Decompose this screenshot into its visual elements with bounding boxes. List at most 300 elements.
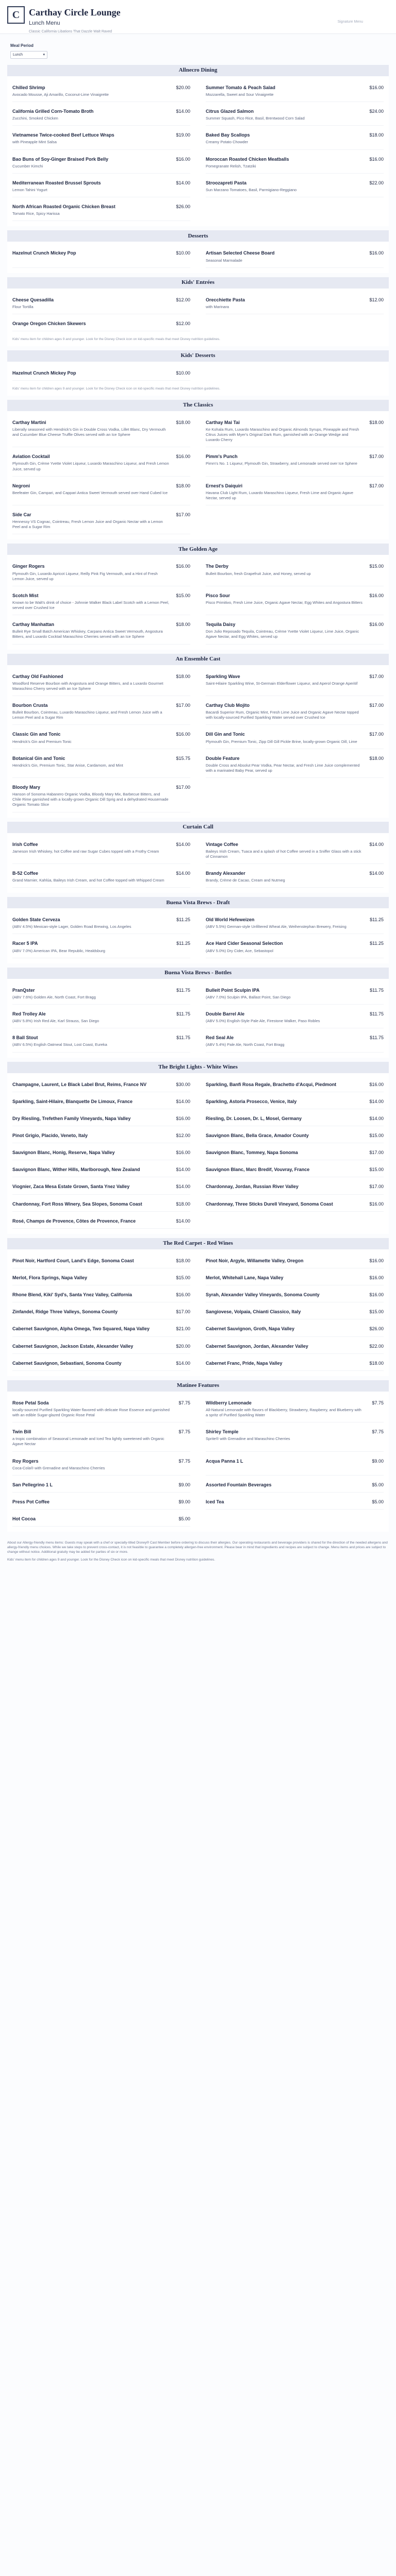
- logo-letter: C: [12, 9, 20, 21]
- menu-item-name: Cabernet Sauvignon, Jordan, Alexander Valley: [206, 1343, 308, 1349]
- menu-item-price: $16.00: [369, 1201, 384, 1207]
- menu-item-price: $10.00: [176, 250, 190, 256]
- menu-item-name: Sauvignon Blanc, Bella Grace, Amador County: [206, 1132, 309, 1138]
- menu-item-header: [12, 940, 190, 946]
- menu-item-header: [206, 1429, 384, 1435]
- menu-item: [12, 197, 190, 221]
- menu-item-name: The Derby: [206, 564, 229, 569]
- menu-item: [12, 1319, 190, 1336]
- menu-item-name: Bao Buns of Soy-Ginger Braised Pork Belly: [12, 156, 109, 162]
- menu-item-description: Plymouth Gin, Crème Yvette Violet Liqueur, Luxardo Maraschino Liqueur, and Fresh Lemon Juice, served up: [12, 461, 169, 471]
- menu-item-header: [12, 320, 190, 327]
- menu-item-name: Assorted Fountain Beverages: [206, 1482, 272, 1487]
- menu-item-price: $14.00: [176, 1098, 190, 1104]
- menu-item-price: $16.00: [176, 1292, 190, 1298]
- menu-item-header: [206, 870, 384, 876]
- menu-item: [206, 78, 384, 102]
- menu-item: [12, 477, 190, 505]
- menu-item: [12, 413, 190, 448]
- menu-item-header: [206, 84, 384, 91]
- menu-item-price: $11.25: [370, 941, 384, 946]
- menu-item-header: [206, 1115, 384, 1122]
- menu-item-price: $7.75: [178, 1458, 190, 1464]
- menu-item-price: $19.00: [176, 132, 190, 138]
- chevron-down-icon: ▾: [43, 53, 45, 57]
- menu-item-name: Artisan Selected Cheese Board: [206, 250, 275, 256]
- menu-item: [206, 1354, 384, 1371]
- menu-item-description: Hendrick's Gin and Premium Tonic: [12, 739, 72, 744]
- menu-item-price: $10.00: [176, 370, 190, 376]
- menu-item-name: PranQster: [12, 987, 35, 993]
- menu-item: [206, 1109, 384, 1126]
- menu-item-price: $5.00: [372, 1482, 384, 1487]
- menu-item-description: Seasonal Marmalade: [206, 258, 242, 263]
- meal-period-select[interactable]: [10, 51, 47, 59]
- menu-item-description: a tropic combination of Seasonal Lemonade and Iced Tea lightly sweetened with Organic Agave Nectar: [12, 1436, 164, 1447]
- menu-item-name: Carthay Martini: [12, 419, 46, 425]
- menu-item: [206, 725, 384, 749]
- menu-item-header: [206, 1499, 384, 1505]
- menu-item-price: $21.00: [176, 1326, 190, 1332]
- menu-item: [206, 1075, 384, 1092]
- menu-item-description: (ABV 4.5%) Mexican-style Lager, Golden Road Brewing, Los Angeles: [12, 924, 131, 929]
- menu-item-name: Rosé, Champs de Provence, Côtes de Provence, France: [12, 1218, 136, 1224]
- section-heading: The Red Carpet - Red Wines: [7, 1238, 389, 1249]
- menu-item-price: $11.25: [176, 941, 190, 946]
- menu-item-header: [12, 1035, 190, 1041]
- menu-item: [206, 477, 384, 505]
- menu-item-price: $18.00: [176, 483, 190, 488]
- menu-item-price: $18.00: [369, 1360, 384, 1366]
- menu-item-header: [12, 483, 190, 489]
- menu-item: [12, 981, 190, 1005]
- menu-item: [12, 1126, 190, 1143]
- section-heading: Kids' Entrées: [7, 277, 389, 289]
- section-heading: Buena Vista Brews - Bottles: [7, 968, 389, 979]
- menu-item-header: [206, 940, 384, 946]
- menu-item-name: Sauvignon Blanc, Wither Hills, Marlborough, New Zealand: [12, 1167, 140, 1173]
- section-items: [7, 76, 389, 227]
- section-heading: An Ensemble Cast: [7, 654, 389, 665]
- menu-item: [12, 1422, 190, 1451]
- menu-item-description: locally-sourced Purified Sparkling Water flavored with delicate Rose Essence and garnished with an edible Sugar-glazed Organic Rose Petal: [12, 1407, 170, 1418]
- menu-item-name: Negroni: [12, 483, 30, 488]
- menu-item-price: $17.00: [176, 702, 190, 708]
- menu-item-name: Viognier, Zaca Mesa Estate Grown, Santa Ynez Valley: [12, 1184, 130, 1190]
- menu-item-header: [206, 1482, 384, 1488]
- menu-item-price: $14.00: [176, 1360, 190, 1366]
- menu-item-price: $11.25: [176, 917, 190, 923]
- menu-item-description: Hendrick's Gin, Premium Tonic, Star Anise, Cardamom, and Mint: [12, 762, 123, 768]
- menu-item-price: $16.00: [369, 156, 384, 162]
- menu-item-header: [12, 1098, 190, 1105]
- menu-item-description: Bulleit Bourbon, Cointreau, Luxardo Maraschino Liqueur, and Fresh Lemon Juice with a Lemon Peel and a Sugar Rim: [12, 710, 162, 720]
- menu-item: [206, 1493, 384, 1510]
- restaurant-logo[interactable]: [7, 6, 25, 24]
- menu-item: [12, 1394, 190, 1422]
- menu-item-header: [206, 419, 384, 426]
- menu-item-header: [12, 1326, 190, 1332]
- menu-item-name: B-52 Coffee: [12, 870, 39, 876]
- menu-item-price: $11.75: [370, 1035, 384, 1041]
- menu-item-header: [206, 702, 384, 708]
- menu-item-description: (ABV 7.0%) Sculpin IPA, Ballast Point, San Diego: [206, 994, 291, 999]
- menu-item-price: $22.00: [369, 180, 384, 185]
- menu-item: [206, 150, 384, 174]
- menu-item-name: Sauvignon Blanc, Tommey, Napa Sonoma: [206, 1150, 298, 1156]
- menu-item-price: $16.00: [369, 84, 384, 90]
- menu-item: [12, 505, 190, 534]
- menu-item-header: [206, 1309, 384, 1315]
- menu-item-name: Chilled Shrimp: [12, 84, 45, 90]
- menu-item-description: Grand Marnier, Kahlúa, Baileys Irish Cream, and hot Coffee topped with Whipped Cream: [12, 878, 164, 883]
- menu-item-header: [206, 563, 384, 569]
- menu-item-header: [206, 1081, 384, 1088]
- menu-item: [12, 1109, 190, 1126]
- menu-item-description: (ABV 5.5%) German-style Unfiltered Wheat Ale, Weihenstephan Brewery, Freising: [206, 924, 346, 929]
- menu-item: [206, 981, 384, 1005]
- menu-item-header: [12, 1360, 190, 1366]
- menu-item: [206, 749, 384, 778]
- menu-item: [12, 1268, 190, 1285]
- menu-item-description: Bulleit Rye Small Batch American Whiskey, Carpano Antica Sweet Vermouth, Angostura Bitters, and Luxardo Cocktail Maraschino Cherries served with an Ice Sphere: [12, 629, 163, 639]
- menu-item-price: $15.00: [176, 1275, 190, 1280]
- menu-item-header: [206, 1098, 384, 1105]
- menu-item: [206, 557, 384, 586]
- menu-item: [206, 864, 384, 888]
- menu-item: [206, 102, 384, 126]
- menu-item-price: $11.75: [176, 1035, 190, 1041]
- menu-item-header: [12, 592, 190, 599]
- menu-item: [206, 1394, 384, 1422]
- menu-item-header: [12, 297, 190, 303]
- menu-item-header: [206, 592, 384, 599]
- menu-item: [12, 615, 190, 644]
- menu-item-header: [206, 1458, 384, 1464]
- menu-item-header: [206, 297, 384, 303]
- menu-item-name: Dill Gin and Tonic: [206, 732, 245, 737]
- menu-item-name: Cabernet Sauvignon, Sebastiani, Sonoma County: [12, 1360, 122, 1366]
- menu-item: [206, 586, 384, 615]
- menu-item-name: Tequila Daisy: [206, 622, 236, 628]
- menu-item-description: Double Cross and Absolut Pear Vodka, Pear Nectar, and Fresh Lime Juice complemented with a marinated Baby Pear, served up: [206, 762, 360, 773]
- menu-item: [206, 1337, 384, 1354]
- menu-item: [12, 934, 190, 958]
- menu-item: [12, 667, 190, 696]
- menu-item-price: $16.00: [176, 156, 190, 162]
- menu-item-name: Hot Cocoa: [12, 1516, 36, 1522]
- menu-item-description: All-Natural Lemonade with flavors of Blackberry, Strawberry, Raspberry, and Blueberry with a spritz of Purified Sparkling Water: [206, 1407, 361, 1418]
- menu-item-price: $16.00: [369, 250, 384, 256]
- menu-item: [12, 78, 190, 102]
- menu-item-description: Cucumber Kimchi: [12, 163, 43, 168]
- menu-item-name: Hazelnut Crunch Mickey Pop: [12, 250, 76, 256]
- menu-item-description: Pomegranate Relish, Tzatziki: [206, 163, 256, 168]
- menu-item: [12, 1302, 190, 1319]
- menu-item-header: [206, 621, 384, 628]
- menu-item: [206, 1005, 384, 1028]
- menu-item-price: $17.00: [176, 785, 190, 790]
- menu-item-name: Carthay Old Fashioned: [12, 673, 63, 679]
- menu-item-name: Aviation Cocktail: [12, 454, 50, 460]
- menu-item: [12, 586, 190, 615]
- menu-item-description: Sun Marzano Tomatoes, Basil, Parmigiano-Reggiano: [206, 188, 297, 192]
- menu-item-price: $5.00: [372, 1499, 384, 1504]
- menu-item: [206, 1126, 384, 1143]
- menu-item-header: [12, 917, 190, 923]
- menu-item-name: Wildberry Lemonade: [206, 1400, 252, 1405]
- menu-item-price: $16.00: [369, 1081, 384, 1087]
- menu-item-name: San Pellegrino 1 L: [12, 1482, 53, 1487]
- menu-item-description: Avocado Mousse, Aji Amarillo, Coconut-Lime Vinaigrette: [12, 92, 109, 97]
- menu-item-name: Zinfandel, Ridge Three Valleys, Sonoma County: [12, 1309, 118, 1315]
- menu-item-name: Vietnamese Twice-cooked Beef Lettuce Wraps: [12, 132, 114, 138]
- section-items: [7, 908, 389, 963]
- menu-item: [12, 1452, 190, 1476]
- menu-item-name: Pinot Noir, Argyle, Willamette Valley, Oregon: [206, 1258, 304, 1263]
- menu-item-price: $7.75: [372, 1400, 384, 1405]
- menu-item-price: $17.00: [369, 732, 384, 737]
- section-heading: Allnecro Dining: [7, 65, 389, 76]
- menu-item-name: Carthay Mai Tai: [206, 419, 240, 425]
- menu-item-price: $14.00: [369, 870, 384, 876]
- menu-item: [206, 1251, 384, 1268]
- menu-item-price: $12.00: [176, 1132, 190, 1138]
- menu-item-description: Bacardi Superior Rum, Organic Mint, Fresh Lime Juice and Organic Agave Nectar topped with locally-sourced Purified Sparkling Water served over Crushed Ice: [206, 710, 359, 720]
- menu-item-header: [12, 1516, 190, 1522]
- menu-item-description: Hennessy VS Cognac, Cointreau, Fresh Lemon Juice and Organic Nectar with a Lemon Peel and a Sugar Rim: [12, 519, 163, 530]
- footer-text: About our Allergy-friendly menu items: Guests may speak with a chef or specially-titled Disney® Cast Member before ordering to discuss their allergies. Our operating restaurants and beverage providers is shared for the direction of the needed allergens and allergy-friendly menu choices. While we take steps to prevent cross-contact, it is not feasible to guarantee a completely allergen-free environment. Please bear in mind that ingredients and recipes are subject to change. Menu items and prices are subject to change without notice. Additional gratuity may be added for parties of six or more.: [7, 1541, 388, 1554]
- menu-item-header: [206, 731, 384, 737]
- menu-item-header: [12, 180, 190, 186]
- menu-item-name: Dry Riesling, Trefethen Family Vineyards, Napa Valley: [12, 1115, 131, 1121]
- menu-item-name: Scotch Mist: [12, 592, 39, 598]
- menu-item-header: [12, 1081, 190, 1088]
- menu-item-name: Orange Oregon Chicken Skewers: [12, 320, 86, 326]
- menu-item-name: Chardonnay, Jordan, Russian River Valley: [206, 1184, 299, 1190]
- section-heading: Kids' Desserts: [7, 350, 389, 362]
- menu-item-header: [206, 1035, 384, 1041]
- menu-item-name: Carthay Club Mojito: [206, 702, 250, 708]
- menu-item-price: $7.75: [178, 1400, 190, 1405]
- menu-item-name: 8 Ball Stout: [12, 1035, 38, 1041]
- section-items: [7, 555, 389, 649]
- menu-item: [12, 1195, 190, 1212]
- menu-item-header: [206, 1258, 384, 1264]
- menu-item-price: $17.00: [176, 1309, 190, 1315]
- menu-item-price: $18.00: [369, 419, 384, 425]
- menu-item-header: [206, 1149, 384, 1156]
- menu-item: [206, 696, 384, 725]
- menu-item-name: Pinot Noir, Hartford Court, Land's Edge, Sonoma Coast: [12, 1258, 134, 1263]
- menu-item: [206, 1452, 384, 1476]
- menu-item-price: $16.00: [176, 732, 190, 737]
- menu-item: [12, 1476, 190, 1493]
- menu-item: [206, 291, 384, 314]
- menu-item: [12, 244, 190, 267]
- menu-item-header: [206, 1400, 384, 1406]
- section-heading: The Golden Age: [7, 544, 389, 555]
- menu-item-header: [12, 673, 190, 680]
- menu-item-description: Ke Kohala Rum, Luxardo Maraschino and Organic Almonds Syrups, Pineapple and Fresh Citrus Juices with Myer's Original Dark Rum, garnished with an Orange Wedge and Luxardo Cherry: [206, 427, 359, 443]
- menu-item-price: $14.00: [369, 1115, 384, 1121]
- menu-item-description: (ABV 5.0%) English-Style Pale Ale, Firestone Walker, Paso Robles: [206, 1019, 320, 1024]
- menu-item: [12, 364, 190, 381]
- menu-item-name: Sparkling, Banfi Rosa Regale, Brachetto d'Acqui, Piedmont: [206, 1081, 337, 1087]
- menu-item-price: $12.00: [176, 320, 190, 326]
- menu-item: [206, 667, 384, 696]
- menu-item: [12, 557, 190, 586]
- section-items: [7, 1249, 389, 1376]
- menu-item: [12, 150, 190, 174]
- menu-item: [206, 1285, 384, 1302]
- menu-item: [12, 778, 190, 812]
- menu-item-header: [12, 1183, 190, 1190]
- menu-item-header: [12, 250, 190, 256]
- menu-item-description: Pisco Primitivo, Fresh Lime Juice, Organic Agave Nectar, Egg Whites and Angostura Bitters: [206, 600, 362, 605]
- menu-item-price: $18.00: [369, 132, 384, 138]
- menu-item-description: (ABV 7.0%) American IPA, Bear Republic, Healdsburg: [12, 948, 105, 953]
- menu-item-name: Merlot, Flora Springs, Napa Valley: [12, 1275, 88, 1280]
- menu-item: [12, 291, 190, 314]
- menu-item-description: Bulleit Bourbon, fresh Grapefruit Juice, and Honey, served up: [206, 571, 311, 576]
- menu-item-header: [206, 1183, 384, 1190]
- menu-item: [206, 1476, 384, 1493]
- menu-item-price: $15.00: [369, 1132, 384, 1138]
- menu-item-header: [206, 841, 384, 848]
- menu-item-header: [12, 1258, 190, 1264]
- menu-item-header: [206, 1360, 384, 1366]
- menu-item-price: $14.00: [369, 1098, 384, 1104]
- menu-item-header: [12, 132, 190, 138]
- menu-item-name: Summer Tomato & Peach Salad: [206, 84, 275, 90]
- menu-item-price: $16.00: [176, 1150, 190, 1156]
- menu-item-header: [206, 1201, 384, 1207]
- menu-item-name: Bourbon Crusta: [12, 702, 48, 708]
- menu-item-price: $14.00: [176, 1184, 190, 1190]
- menu-item-header: [12, 731, 190, 737]
- menu-item-name: Pinot Grigio, Placido, Veneto, Italy: [12, 1132, 88, 1138]
- menu-item-header: [206, 755, 384, 761]
- menu-item-price: $14.00: [176, 1167, 190, 1173]
- title-block: [29, 6, 121, 35]
- menu-item-name: Cheese Quesadilla: [12, 297, 54, 302]
- menu-item-header: [12, 156, 190, 162]
- menu-item-name: Roy Rogers: [12, 1458, 39, 1464]
- section-items: [7, 289, 389, 336]
- menu-item-header: [12, 1292, 190, 1298]
- menu-item-price: $20.00: [176, 1343, 190, 1349]
- menu-item-name: Chardonnay, Fort Ross Winery, Sea Slopes, Sonoma Coast: [12, 1201, 142, 1207]
- menu-item: [206, 615, 384, 644]
- menu-item-price: $26.00: [369, 1326, 384, 1332]
- menu-item-header: [12, 1458, 190, 1464]
- menu-item-price: $14.00: [176, 1218, 190, 1224]
- menu-item-header: [206, 1132, 384, 1139]
- menu-item: [12, 102, 190, 126]
- menu-item-header: [12, 1275, 190, 1281]
- menu-item: [206, 1177, 384, 1194]
- menu-item-price: $5.00: [178, 1516, 190, 1522]
- menu-item-name: Vintage Coffee: [206, 841, 238, 847]
- menu-item-description: (ABV 6.5%) English Oatmeal Stout, Lost Coast, Eureka: [12, 1042, 107, 1047]
- menu-item-price: $18.00: [369, 755, 384, 761]
- menu-item-name: Iced Tea: [206, 1499, 224, 1504]
- menu-item-name: California Grilled Corn-Tomato Broth: [12, 109, 94, 114]
- signature-menu-link[interactable]: Signature Menu: [337, 20, 363, 24]
- menu-item-price: $16.00: [369, 1258, 384, 1263]
- menu-item-header: [206, 132, 384, 138]
- menu-item-header: [12, 1309, 190, 1315]
- menu-item: [206, 413, 384, 448]
- menu-item-price: $17.00: [369, 454, 384, 460]
- menu-item-header: [206, 1011, 384, 1017]
- menu-item-name: Ernest's Daiquiri: [206, 483, 243, 488]
- menu-item-price: $15.00: [369, 564, 384, 569]
- menu-item-description: Plymouth Gin, Luxardo Apricot Liqueur, Reilly Pink Fig Vermouth, and a Hint of Fresh Lemon Juice, served up: [12, 571, 158, 581]
- menu-item: [12, 1285, 190, 1302]
- menu-item-name: Side Car: [12, 512, 31, 518]
- menu-item-name: Citrus Glazed Salmon: [206, 109, 254, 114]
- menu-item: [206, 910, 384, 934]
- menu-item-price: $26.00: [176, 204, 190, 210]
- menu-item-price: $11.75: [370, 987, 384, 993]
- menu-item-name: Red Seal Ale: [206, 1035, 234, 1041]
- menu-item-header: [12, 702, 190, 708]
- menu-item-description: Brandy, Crème de Cacao, Cream and Nutmeg: [206, 878, 285, 883]
- menu-item-name: Sparkling Wave: [206, 673, 240, 679]
- menu-item-header: [206, 156, 384, 162]
- menu-item-header: [12, 204, 190, 210]
- section-items: [7, 833, 389, 893]
- menu-item-price: $15.00: [176, 592, 190, 598]
- section-items: [7, 1392, 389, 1532]
- menu-item-description: Hanson of Sonoma Habanero Organic Vodka, Bloody Mary Mix, Barbecue Bitters, and Chile Rime garnished with a locally-grown Organic Dill Sprig and a dehydrated Housemade Organic Tomato Slice: [12, 792, 169, 807]
- menu-item-price: $18.00: [176, 1201, 190, 1207]
- menu-item-price: $17.00: [176, 512, 190, 518]
- menu-item-header: [206, 1326, 384, 1332]
- menu-item-description: Liberally seasoned with Hendrick's Gin in Double Cross Vodka, Lillet Blanc, Dry Vermouth and Cucumber Blue Cheese Truffle Olives served with an Ice Sphere: [12, 427, 166, 437]
- menu-item-price: $14.00: [176, 180, 190, 185]
- menu-item-name: Sparkling, Astoria Prosecco, Venice, Italy: [206, 1098, 297, 1104]
- menu-item-header: [206, 1275, 384, 1281]
- section-items: [7, 979, 389, 1058]
- menu-item-name: Sauvignon Blanc, Honig, Reserve, Napa Valley: [12, 1150, 115, 1156]
- menu-item-header: [12, 1482, 190, 1488]
- menu-item-description: Coca-Cola® with Grenadine and Maraschino Cherries: [12, 1465, 105, 1470]
- menu-item-name: Cabernet Sauvignon, Jackson Estate, Alexander Valley: [12, 1343, 134, 1349]
- menu-item-name: Ace Hard Cider Seasonal Selection: [206, 941, 283, 946]
- menu-item: [206, 126, 384, 149]
- menu-item-description: Sprite® with Grenadine and Maraschino Cherries: [206, 1436, 290, 1442]
- menu-item-name: Pimm's Punch: [206, 454, 238, 460]
- menu-item-description: (ABV 7.6%) Golden Ale, North Coast, Fort Bragg: [12, 994, 96, 999]
- menu-item-name: Hazelnut Crunch Mickey Pop: [12, 370, 76, 376]
- menu-item-description: Saint-Hilaire Sparkling Wine, St-Germain Elderflower Liqueur, and Aperol Orange Aperitif: [206, 681, 358, 686]
- menu-item-price: $12.00: [369, 297, 384, 302]
- menu-item-name: Carthay Manhattan: [12, 622, 55, 628]
- menu-item: [12, 1075, 190, 1092]
- menu-item-header: [12, 419, 190, 426]
- menu-item: [12, 910, 190, 934]
- menu-item-name: Syrah, Alexander Valley Vineyards, Sonoma County: [206, 1292, 320, 1298]
- menu-item-header: [12, 784, 190, 790]
- menu-item-name: Cabernet Sauvignon, Alpha Omega, Two Squared, Napa Valley: [12, 1326, 150, 1332]
- menu-item: [12, 1028, 190, 1052]
- menu-item-description: Beefeater Gin, Campari, and Cappari Antica Sweet Vermouth served over Hand Cubed Ice: [12, 490, 168, 495]
- menu-item-name: Cabernet Franc, Pride, Napa Valley: [206, 1360, 283, 1366]
- menu-item-name: Pisco Sour: [206, 592, 230, 598]
